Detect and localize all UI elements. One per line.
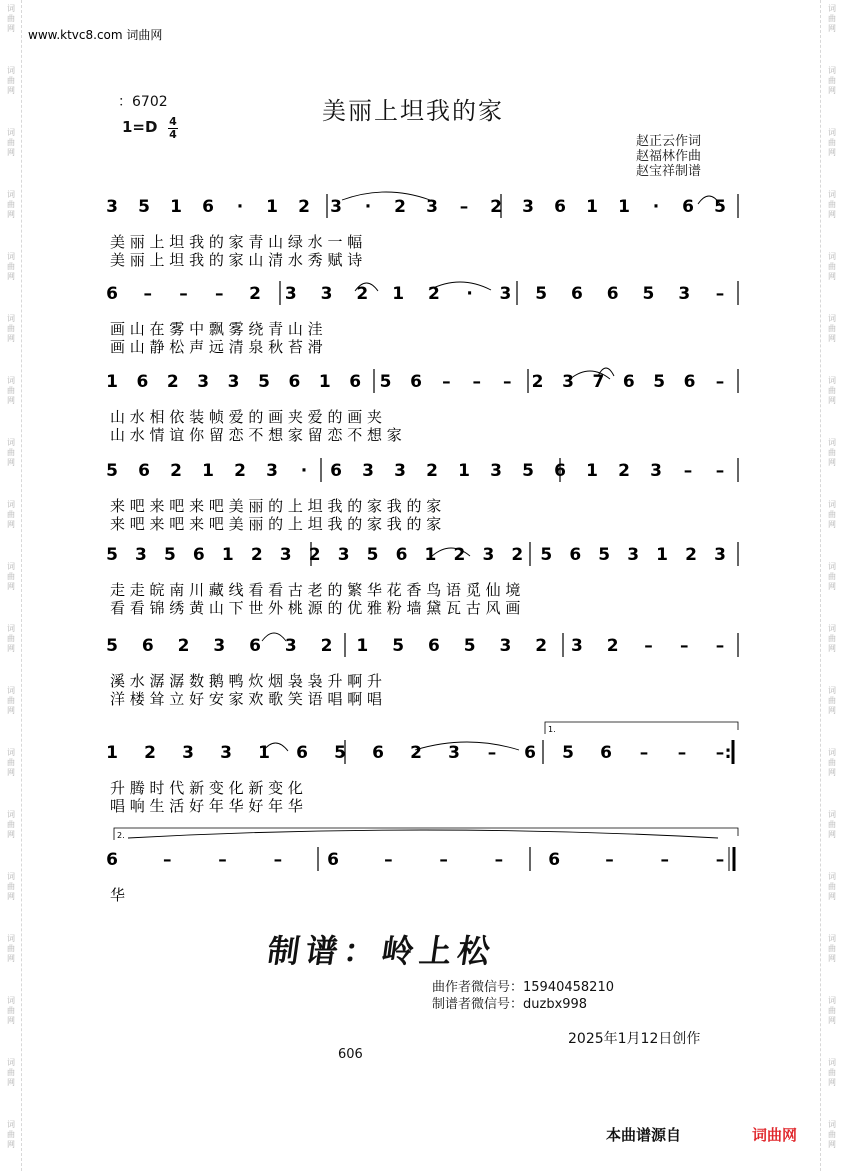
arranger-wechat: 制谱者微信号：duzbx998	[432, 997, 588, 1012]
note: 3	[627, 545, 640, 565]
note: 3	[213, 636, 226, 656]
watermark-glyph: 词 曲 网	[7, 934, 15, 963]
lyric-verse-2: 美 丽 上 坦 我 的 家 山 清 水 秀 赋 诗	[110, 251, 363, 269]
note: –	[660, 850, 669, 870]
note: 6	[138, 461, 150, 481]
note: 3	[362, 461, 374, 481]
note: 5	[463, 636, 476, 656]
note: 6	[106, 284, 118, 304]
note: 5	[540, 545, 553, 565]
note: 2	[685, 545, 697, 565]
creation-date: 2025年1月12日创作	[568, 1031, 701, 1047]
note: 5	[106, 461, 118, 481]
key-signature: 1=D	[122, 118, 158, 136]
watermark-glyph: 词 曲 网	[7, 686, 15, 715]
note: 1	[106, 743, 118, 763]
note: 5	[379, 372, 392, 392]
note: 6	[606, 284, 619, 304]
note: 6	[524, 743, 536, 763]
time-signature-top: 4	[169, 115, 177, 128]
note: 2	[144, 743, 156, 763]
note: 7	[592, 372, 605, 392]
note: 5	[106, 545, 118, 565]
note: –	[218, 850, 227, 870]
lyric-verse-2: 看 看 锦 绣 黄 山 下 世 外 桃 源 的 优 雅 粉 墙 黛 瓦 古 风 画	[110, 599, 521, 617]
note: 6	[622, 372, 635, 392]
note: –	[459, 197, 469, 217]
note: 6	[296, 743, 308, 763]
note: 3	[330, 197, 342, 217]
note: –	[442, 372, 451, 392]
note: 1	[356, 636, 369, 656]
watermark-glyph: 词 曲 网	[828, 376, 836, 405]
note: 2	[170, 461, 182, 481]
note: –	[677, 743, 687, 763]
watermark-glyph: 词 曲 网	[7, 1058, 15, 1087]
note: 6	[554, 197, 566, 217]
watermark-glyph: 词 曲 网	[7, 4, 15, 33]
lyric-verse-1: 华	[110, 886, 126, 904]
note: 3	[714, 545, 726, 565]
note: –	[163, 850, 172, 870]
watermark-glyph: 词 曲 网	[828, 872, 836, 901]
note: 6	[683, 372, 696, 392]
note: 3	[394, 461, 406, 481]
note: 6	[288, 372, 301, 392]
note: 6	[136, 372, 149, 392]
note: 1	[424, 545, 437, 565]
note: 1	[170, 197, 182, 217]
watermark-glyph: 词 曲 网	[7, 562, 15, 591]
note: 5	[366, 545, 379, 565]
note: 2	[511, 545, 524, 565]
watermark-glyph: 词 曲 网	[828, 66, 836, 95]
note: 6	[569, 545, 582, 565]
note: 2	[531, 372, 544, 392]
page-number: 606	[338, 1047, 363, 1062]
lyric-verse-2: 来 吧 来 吧 来 吧 美 丽 的 上 坦 我 的 家 我 的 家	[110, 515, 442, 533]
watermark-glyph: 词 曲 网	[828, 4, 836, 33]
composer-wechat: 曲作者微信号：15940458210	[432, 980, 614, 995]
note: 5	[535, 284, 548, 304]
note: 1	[266, 197, 278, 217]
note: 3	[499, 284, 512, 304]
note: –	[715, 372, 725, 392]
lyric-verse-1: 画 山 在 雾 中 飘 雾 绕 青 山 洼	[110, 320, 323, 338]
note: –	[384, 850, 393, 870]
note: –	[472, 372, 482, 392]
note: –	[715, 850, 725, 870]
note: 1	[618, 197, 630, 217]
note: 5	[522, 461, 534, 481]
note: 3	[284, 284, 297, 304]
note: ·	[300, 461, 308, 481]
note: 2	[410, 743, 422, 763]
note: 1	[586, 461, 598, 481]
note: 6	[192, 545, 205, 565]
note: 6	[106, 850, 118, 870]
watermark-glyph: 词 曲 网	[7, 1120, 15, 1149]
note: 6	[202, 197, 214, 217]
lyric-verse-2: 山 水 情 谊 你 留 恋 不 想 家 留 恋 不 想 家	[110, 426, 402, 444]
note: 6	[682, 197, 694, 217]
arranger-signature: 制谱：岭上松	[265, 932, 499, 970]
watermark-glyph: 词 曲 网	[828, 500, 836, 529]
site-url[interactable]: www.ktvc8.com 词曲网	[28, 28, 163, 42]
watermark-glyph: 词 曲 网	[7, 252, 15, 281]
lyric-verse-2: 洋 楼 耸 立 好 安 家 欢 歌 笑 语 唱 啊 唱	[110, 690, 382, 708]
note: 3	[571, 636, 583, 656]
note: 3	[279, 545, 292, 565]
lyric-verse-1: 溪 水 潺 潺 数 鹅 鸭 炊 烟 袅 袅 升 啊 升	[110, 672, 382, 690]
note: 3	[650, 461, 662, 481]
note: 2	[308, 545, 321, 565]
watermark-glyph: 词 曲 网	[828, 686, 836, 715]
note: –	[715, 284, 725, 304]
note: 3	[106, 197, 118, 217]
note: –	[439, 850, 448, 870]
contact-info	[432, 979, 614, 1013]
lyric-verse-2: 画 山 静 松 声 远 清 泉 秋 苔 滑	[110, 338, 323, 356]
song-number: ：6702	[118, 94, 168, 110]
footer-brand-link[interactable]: 词曲网	[752, 1126, 798, 1144]
note: 3	[135, 545, 147, 565]
watermark-glyph: 词 曲 网	[828, 438, 836, 467]
note: 1	[656, 545, 669, 565]
note: ·	[652, 197, 660, 217]
note: 2	[427, 284, 440, 304]
note: 6	[141, 636, 154, 656]
note: 3	[337, 545, 350, 565]
note: 2	[490, 197, 502, 217]
note: –	[143, 284, 153, 304]
note: –	[715, 636, 725, 656]
watermark-glyph: 词 曲 网	[828, 996, 836, 1025]
note: 2	[166, 372, 179, 392]
note: 6	[330, 461, 342, 481]
slur	[415, 742, 519, 750]
note: 3	[678, 284, 691, 304]
footer-source-label: 本曲谱源自	[606, 1126, 682, 1144]
note: ·	[236, 197, 244, 217]
note: 2	[394, 197, 406, 217]
note: 6	[372, 743, 384, 763]
note: –	[273, 850, 283, 870]
watermark-glyph: 词 曲 网	[828, 314, 836, 343]
note: 5	[138, 197, 150, 217]
note: 6	[395, 545, 408, 565]
note: –	[715, 743, 725, 763]
volta-label: 1.	[548, 725, 556, 734]
note: 2	[234, 461, 246, 481]
arranger-credit: 赵宝祥制谱	[636, 164, 702, 179]
note: 5	[163, 545, 176, 565]
note: 6	[427, 636, 440, 656]
note: –	[215, 284, 224, 304]
note: 5	[598, 545, 611, 565]
watermark-glyph: 词 曲 网	[828, 1120, 836, 1149]
note: 1	[258, 743, 270, 763]
note: 6	[548, 850, 561, 870]
note: 1	[318, 372, 331, 392]
repeat-dots: :	[724, 743, 732, 763]
note: 2	[249, 284, 261, 304]
lyric-verse-1: 升 腾 时 代 新 变 化 新 变 化	[110, 779, 303, 797]
note: 2	[618, 461, 630, 481]
composer-credit: 赵福林作曲	[636, 149, 702, 164]
note: 5	[714, 197, 726, 217]
lyric-verse-1: 来 吧 来 吧 来 吧 美 丽 的 上 坦 我 的 家 我 的 家	[110, 497, 442, 515]
note: 3	[499, 636, 512, 656]
watermark-glyph: 词 曲 网	[828, 252, 836, 281]
watermark-glyph: 词 曲 网	[828, 624, 836, 653]
note: 6	[327, 850, 340, 870]
note: 3	[182, 743, 194, 763]
note: 3	[448, 743, 460, 763]
watermark-glyph: 词 曲 网	[7, 438, 15, 467]
volta-label: 2.	[117, 831, 125, 840]
watermark-glyph: 词 曲 网	[7, 996, 15, 1025]
note: 3	[522, 197, 534, 217]
note: –	[715, 461, 725, 481]
slur	[128, 830, 718, 838]
note: 2	[320, 636, 333, 656]
note: 6	[249, 636, 261, 656]
note: 3	[197, 372, 210, 392]
note: 5	[106, 636, 118, 656]
note: –	[679, 636, 689, 656]
note: 3	[490, 461, 502, 481]
note: 6	[554, 461, 566, 481]
note: 1	[106, 372, 118, 392]
note: 6	[600, 743, 612, 763]
note: 1	[458, 461, 470, 481]
watermark-glyph: 词 曲 网	[7, 128, 15, 157]
note: 2	[298, 197, 310, 217]
note: 6	[571, 284, 583, 304]
watermark-glyph: 词 曲 网	[7, 376, 15, 405]
note: –	[639, 743, 649, 763]
note: 2	[250, 545, 263, 565]
note: –	[683, 461, 693, 481]
note: –	[487, 743, 497, 763]
note: –	[502, 372, 512, 392]
note: 2	[606, 636, 619, 656]
lyric-verse-1: 走 走 皖 南 川 藏 线 看 看 古 老 的 繁 华 花 香 鸟 语 觅 仙 境	[110, 581, 521, 599]
slur	[262, 633, 286, 641]
note: –	[644, 636, 653, 656]
note: 3	[482, 545, 495, 565]
note: 1	[586, 197, 598, 217]
note: ·	[364, 197, 372, 217]
watermark-glyph: 词 曲 网	[828, 562, 836, 591]
note: 5	[392, 636, 405, 656]
note: 2	[453, 545, 466, 565]
volta-bracket	[545, 722, 738, 734]
note: 5	[562, 743, 574, 763]
time-signature-bottom: 4	[169, 128, 177, 141]
lyric-verse-2: 唱 响 生 活 好 年 华 好 年 华	[110, 797, 303, 815]
watermark-glyph: 词 曲 网	[7, 190, 15, 219]
watermark-glyph: 词 曲 网	[7, 314, 15, 343]
watermark-glyph: 词 曲 网	[828, 190, 836, 219]
lyric-verse-1: 美 丽 上 坦 我 的 家 青 山 绿 水 一 幅	[110, 233, 363, 251]
note: –	[494, 850, 504, 870]
note: 3	[220, 743, 232, 763]
note: ·	[466, 284, 473, 304]
note: 5	[258, 372, 270, 392]
note: 6	[410, 372, 422, 392]
note: 2	[535, 636, 548, 656]
note: 5	[642, 284, 655, 304]
note: 3	[284, 636, 297, 656]
watermark-glyph: 词 曲 网	[828, 748, 836, 777]
note: 2	[426, 461, 438, 481]
note: –	[179, 284, 188, 304]
watermark-glyph: 词 曲 网	[7, 500, 15, 529]
slur	[342, 192, 430, 200]
note: 3	[426, 197, 438, 217]
note: 5	[334, 743, 346, 763]
watermark-glyph: 词 曲 网	[828, 934, 836, 963]
note: 3	[562, 372, 574, 392]
note: –	[605, 850, 614, 870]
note: 1	[392, 284, 405, 304]
note: 5	[653, 372, 666, 392]
note: 3	[266, 461, 278, 481]
song-title: 美丽上坦我的家	[322, 97, 504, 125]
note: 6	[349, 372, 362, 392]
note: 1	[221, 545, 234, 565]
watermark-glyph: 词 曲 网	[7, 872, 15, 901]
watermark-glyph: 词 曲 网	[7, 624, 15, 653]
note: 2	[356, 284, 369, 304]
watermark-glyph: 词 曲 网	[7, 810, 15, 839]
watermark-glyph: 词 曲 网	[828, 1058, 836, 1087]
note: 3	[227, 372, 240, 392]
note: 1	[202, 461, 214, 481]
watermark-glyph: 词 曲 网	[828, 128, 836, 157]
watermark-glyph: 词 曲 网	[828, 810, 836, 839]
lyricist-credit: 赵正云作词	[636, 134, 702, 149]
note: 3	[320, 284, 333, 304]
note: 2	[177, 636, 190, 656]
watermark-glyph: 词 曲 网	[7, 748, 15, 777]
lyric-verse-1: 山 水 相 依 装 帧 爱 的 画 夹 爱 的 画 夹	[110, 408, 382, 426]
watermark-glyph: 词 曲 网	[7, 66, 15, 95]
